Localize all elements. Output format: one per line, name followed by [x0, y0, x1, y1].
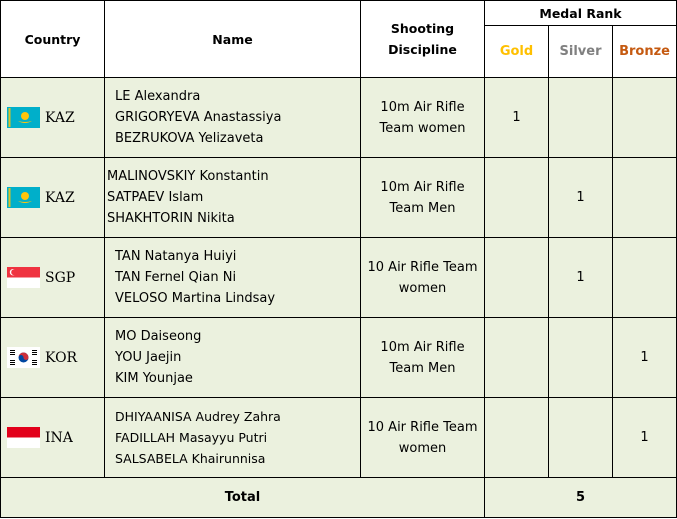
discipline-line: 10m Air Rifle — [380, 339, 465, 355]
bronze-count — [613, 238, 677, 318]
athlete-name: YOU Jaejin — [115, 350, 182, 365]
athlete-name: SHAKHTORIN Nikita — [107, 211, 235, 226]
country-code: INA — [45, 429, 73, 446]
table-row — [1, 158, 677, 238]
names-cell — [105, 398, 361, 478]
discipline-cell — [361, 158, 485, 238]
athlete-name: KIM Younjae — [115, 371, 193, 386]
discipline-line: women — [398, 440, 447, 456]
south-korea-flag-icon — [7, 347, 40, 368]
total-label: Total — [1, 478, 485, 518]
indonesia-flag-icon — [7, 427, 40, 448]
names-cell — [105, 78, 361, 158]
discipline-line: Team Men — [389, 360, 456, 376]
discipline-line: 10m Air Rifle — [380, 179, 465, 195]
singapore-flag-icon — [7, 267, 40, 288]
discipline-line: Team women — [379, 120, 466, 136]
athlete-name: TAN Fernel Qian Ni — [115, 270, 237, 285]
kazakhstan-flag-icon — [7, 187, 40, 208]
bronze-count — [613, 158, 677, 238]
country-cell — [1, 158, 105, 238]
athlete-name: FADILLAH Masayyu Putri — [115, 430, 268, 445]
discipline-line: 10 Air Rifle Team — [367, 419, 478, 435]
header-silver: Silver — [549, 26, 613, 78]
country-cell — [1, 398, 105, 478]
discipline-cell — [361, 318, 485, 398]
discipline-cell — [361, 238, 485, 318]
athlete-name: SALSABELA Khairunnisa — [115, 451, 266, 466]
discipline-line: Team Men — [389, 200, 456, 216]
table-row — [1, 398, 677, 478]
discipline-cell — [361, 398, 485, 478]
athlete-name: MO Daiseong — [115, 329, 202, 344]
country-cell — [1, 238, 105, 318]
gold-count — [485, 238, 549, 318]
athlete-name: SATPAEV Islam — [107, 190, 204, 205]
country-code: KOR — [45, 349, 78, 366]
silver-count: 1 — [549, 158, 613, 238]
gold-count — [485, 158, 549, 238]
athlete-name: BEZRUKOVA Yelizaveta — [115, 131, 264, 146]
header-name: Name — [105, 1, 361, 78]
country-code: SGP — [45, 269, 76, 286]
header-medal-rank: Medal Rank — [485, 1, 677, 26]
athlete-name: TAN Natanya Huiyi — [115, 249, 237, 264]
header-discipline-text: Shooting Discipline — [388, 21, 457, 57]
athlete-name: GRIGORYEVA Anastassiya — [115, 110, 282, 125]
discipline-cell — [361, 78, 485, 158]
discipline-line: 10m Air Rifle — [380, 99, 465, 115]
bronze-count: 1 — [613, 398, 677, 478]
silver-count — [549, 318, 613, 398]
bronze-count — [613, 78, 677, 158]
table-row — [1, 318, 677, 398]
silver-count — [549, 398, 613, 478]
gold-count — [485, 318, 549, 398]
country-code: KAZ — [45, 189, 75, 206]
athlete-name: MALINOVSKIY Konstantin — [107, 169, 269, 184]
kazakhstan-flag-icon — [7, 107, 40, 128]
total-row — [1, 478, 677, 518]
header-gold: Gold — [485, 26, 549, 78]
athlete-name: DHIYAANISA Audrey Zahra — [115, 409, 281, 424]
gold-count — [485, 398, 549, 478]
silver-count: 1 — [549, 238, 613, 318]
table-row — [1, 78, 677, 158]
country-cell — [1, 318, 105, 398]
country-cell — [1, 78, 105, 158]
athlete-name: LE Alexandra — [115, 89, 201, 104]
names-cell — [105, 238, 361, 318]
bronze-count: 1 — [613, 318, 677, 398]
names-cell — [105, 158, 361, 238]
total-value: 5 — [485, 478, 677, 518]
table-row — [1, 238, 677, 318]
discipline-line: 10 Air Rifle Team — [367, 259, 478, 275]
names-cell — [105, 318, 361, 398]
country-code: KAZ — [45, 109, 75, 126]
discipline-line: women — [398, 280, 447, 296]
gold-count: 1 — [485, 78, 549, 158]
header-discipline — [361, 1, 485, 78]
silver-count — [549, 78, 613, 158]
header-country: Country — [1, 1, 105, 78]
athlete-name: VELOSO Martina Lindsay — [115, 291, 276, 306]
header-bronze: Bronze — [613, 26, 677, 78]
